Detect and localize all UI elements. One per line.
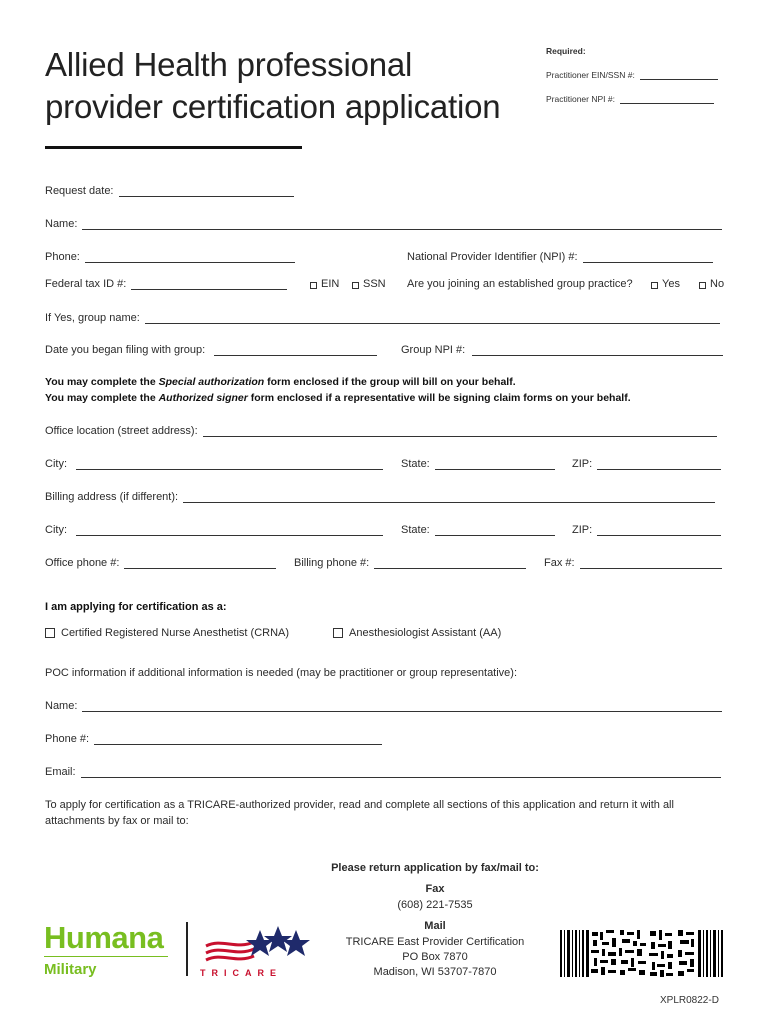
poc-name-line[interactable] [82, 701, 722, 712]
name-field[interactable]: Name: [45, 218, 722, 230]
phone-line[interactable] [85, 252, 295, 263]
state-field[interactable]: State: [401, 458, 555, 470]
required-heading: Required: [546, 46, 586, 56]
office-location-field[interactable]: Office location (street address): [45, 425, 717, 437]
logo-divider [186, 922, 188, 976]
office-phone-line[interactable] [124, 558, 276, 569]
billing-address-line[interactable] [183, 492, 715, 503]
name-line[interactable] [82, 219, 722, 230]
fax-number: (608) 221-7535 [397, 899, 473, 911]
tricare-logo-text: TRICARE [200, 968, 282, 978]
date-began-field[interactable]: Date you began filing with group: [45, 344, 377, 356]
no-checkbox[interactable]: No [699, 278, 724, 290]
poc-email-line[interactable] [81, 767, 721, 778]
fax-field[interactable]: Fax #: [544, 557, 722, 569]
fax-line[interactable] [580, 558, 722, 569]
humana-logo: Humana [44, 920, 164, 955]
checkbox-icon[interactable] [699, 282, 706, 289]
billing-state-field[interactable]: State: [401, 524, 555, 536]
yes-checkbox[interactable]: Yes [651, 278, 680, 290]
authorized-signer-note: You may complete the Authorized signer form enclosed if a representative will be signing claim forms on your behalf. [45, 392, 631, 404]
certification-heading: I am applying for certification as a: [45, 601, 227, 613]
phone-field[interactable]: Phone: [45, 251, 295, 263]
military-logo-text: Military [44, 961, 97, 978]
page-title: Allied Health professional provider certification application [45, 46, 501, 125]
return-heading: Please return application by fax/mail to: [331, 862, 539, 874]
checkbox-icon[interactable] [333, 628, 343, 638]
group-name-field[interactable]: If Yes, group name: [45, 312, 720, 324]
title-rule [45, 146, 302, 149]
zip-field[interactable]: ZIP: [572, 458, 721, 470]
instructions: To apply for certification as a TRICARE-authorized provider, read and complete all sections of this application and return it with all attachments by fax or mail to: [45, 799, 674, 827]
billing-zip-field[interactable]: ZIP: [572, 524, 721, 536]
checkbox-icon[interactable] [352, 282, 359, 289]
ein-checkbox[interactable]: EIN [310, 278, 339, 290]
office-phone-field[interactable]: Office phone #: [45, 557, 276, 569]
billing-phone-line[interactable] [374, 558, 526, 569]
npi-field[interactable]: National Provider Identifier (NPI) #: [407, 251, 713, 263]
group-npi-line[interactable] [472, 345, 723, 356]
city-field[interactable]: City: [45, 458, 383, 470]
poc-intro: POC information if additional information is needed (may be practitioner or group representative): [45, 667, 518, 679]
request-date-line[interactable] [119, 186, 294, 197]
checkbox-icon[interactable] [45, 628, 55, 638]
checkbox-icon[interactable] [310, 282, 317, 289]
practitioner-npi-line[interactable] [620, 95, 714, 104]
zip-line[interactable] [597, 459, 721, 470]
poc-phone-field[interactable]: Phone #: [45, 733, 382, 745]
state-line[interactable] [435, 459, 555, 470]
billing-city-line[interactable] [76, 525, 383, 536]
ein-ssn-field[interactable]: Practitioner EIN/SSN #: [546, 70, 718, 80]
billing-zip-line[interactable] [597, 525, 721, 536]
practitioner-npi-field[interactable]: Practitioner NPI #: [546, 94, 714, 104]
crna-checkbox[interactable]: Certified Registered Nurse Anesthetist (CRNA) [45, 627, 289, 639]
office-location-line[interactable] [203, 426, 717, 437]
group-question: Are you joining an established group practice? [407, 278, 633, 290]
ssn-checkbox[interactable]: SSN [352, 278, 386, 290]
tricare-logo-icon [202, 920, 312, 966]
city-line[interactable] [76, 459, 383, 470]
request-date-field[interactable]: Request date: [45, 185, 294, 197]
mail-line-1: TRICARE East Provider Certification [345, 936, 525, 948]
mail-label: Mail [424, 920, 446, 932]
checkbox-icon[interactable] [651, 282, 658, 289]
federal-tax-line[interactable] [131, 279, 287, 290]
fax-label: Fax [425, 883, 445, 895]
special-authorization-note: You may complete the Special authorization form enclosed if the group will bill on your behalf. [45, 376, 516, 388]
aa-checkbox[interactable]: Anesthesiologist Assistant (AA) [333, 627, 501, 639]
npi-line[interactable] [583, 252, 713, 263]
group-npi-field[interactable]: Group NPI #: [401, 344, 723, 356]
poc-email-field[interactable]: Email: [45, 766, 721, 778]
billing-phone-field[interactable]: Billing phone #: [294, 557, 526, 569]
billing-city-field[interactable]: City: [45, 524, 383, 536]
barcode-icon [560, 930, 723, 977]
humana-logo-rule [44, 956, 168, 957]
federal-tax-field[interactable]: Federal tax ID #: [45, 278, 287, 290]
ein-ssn-line[interactable] [640, 71, 718, 80]
date-began-line[interactable] [214, 345, 377, 356]
group-name-line[interactable] [145, 313, 720, 324]
poc-phone-line[interactable] [94, 734, 382, 745]
mail-line-2: PO Box 7870 [402, 951, 468, 963]
poc-name-field[interactable]: Name: [45, 700, 722, 712]
billing-address-field[interactable]: Billing address (if different): [45, 491, 715, 503]
mail-line-3: Madison, WI 53707-7870 [373, 966, 497, 978]
form-code: XPLR0822-D [660, 995, 719, 1006]
billing-state-line[interactable] [435, 525, 555, 536]
